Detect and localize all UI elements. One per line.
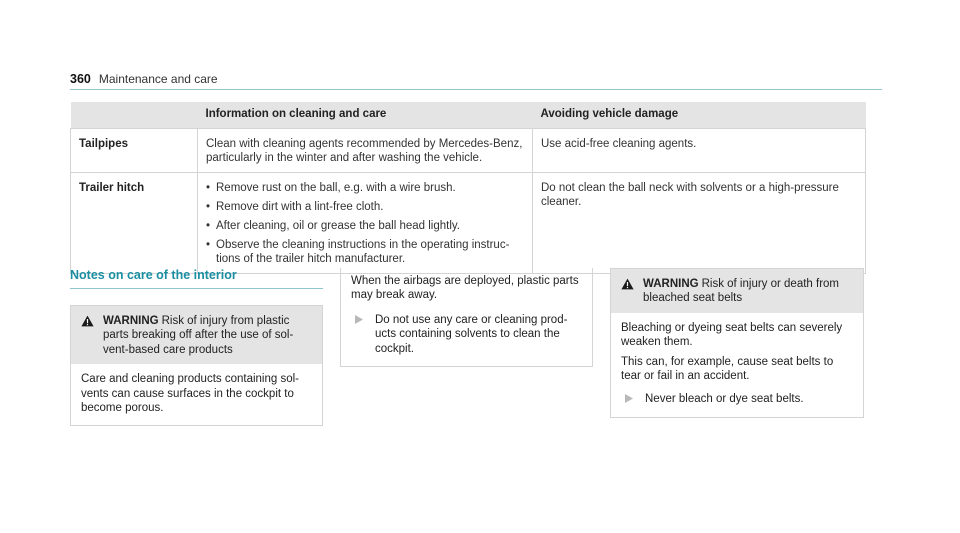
table-row [71,173,866,274]
page-header [70,72,218,87]
instruction-item [351,313,582,356]
avoid-cell: Do not clean the ball neck with solvents or a high-pressure cleaner. [533,173,866,274]
column-header [71,102,198,128]
notes-column-2 [340,268,593,367]
row-label: Tailpipes [71,128,198,173]
table-header-row [71,102,866,128]
warning-box-solvents [70,305,323,426]
table-row [71,128,866,173]
warning-body [611,313,863,417]
warning-label: WARNING [103,315,159,327]
warning-box-seat-belts [610,268,864,418]
section-title: Maintenance and care [98,72,218,86]
instruction-item [621,392,853,406]
page-number: 360 [70,72,91,86]
warning-triangle-icon [621,277,635,306]
warning-header [611,269,863,313]
notes-column-3 [610,268,864,418]
warning-text [103,314,312,357]
list-item: • Remove rust on the ball, e.g. with a wire brush. [206,182,524,196]
header-rule [70,89,882,90]
row-label: Trailer hitch [71,173,198,274]
warning-triangle-icon [81,314,95,357]
arrow-right-icon [625,392,635,406]
warning-body: Care and cleaning products containing sol-vents can cause surfaces in the cockpit to become porous. [81,373,299,414]
care-bullet-list [206,182,524,266]
notes-heading: Notes on care of the interior [70,268,323,289]
avoid-cell: Use acid-free cleaning agents. [533,128,866,173]
instruction-text: Do not use any care or cleaning prod-ucts containing solvents to clean the cockpit. [375,313,568,355]
warning-label: WARNING [643,278,699,290]
notes-column-1 [70,268,323,426]
list-item: • Observe the cleaning instructions in the operating instruc-tions of the trailer hitch manufacturer. [206,239,524,267]
care-cell: Clean with cleaning agents recommended by Mercedes-Benz, particularly in the winter and after washing the vehicle. [198,128,533,173]
list-item: • Remove dirt with a lint-free cloth. [206,201,524,215]
airbag-note-box [340,268,593,367]
warning-header [71,306,322,364]
cleaning-table [70,102,866,274]
column-header: Information on cleaning and care [198,102,533,128]
list-item: • After cleaning, oil or grease the ball head lightly. [206,220,524,234]
care-cell [198,173,533,274]
airbag-note-text: When the airbags are deployed, plastic parts may break away. [351,275,579,302]
warning-description: Risk of injury or death from bleached seat belts [643,278,840,305]
instruction-text: Never bleach or dye seat belts. [645,393,804,406]
column-header: Avoiding vehicle damage [533,102,866,128]
warning-text [643,277,853,306]
warning-body-text: This can, for example, cause seat belts to tear or fail in an accident. [621,355,834,382]
warning-description: Risk of injury from plastic parts breaking off after the use of sol-vent-based care products [103,315,294,356]
warning-body-text: Bleaching or dyeing seat belts can severely weaken them. [621,321,843,349]
arrow-right-icon [355,313,365,356]
